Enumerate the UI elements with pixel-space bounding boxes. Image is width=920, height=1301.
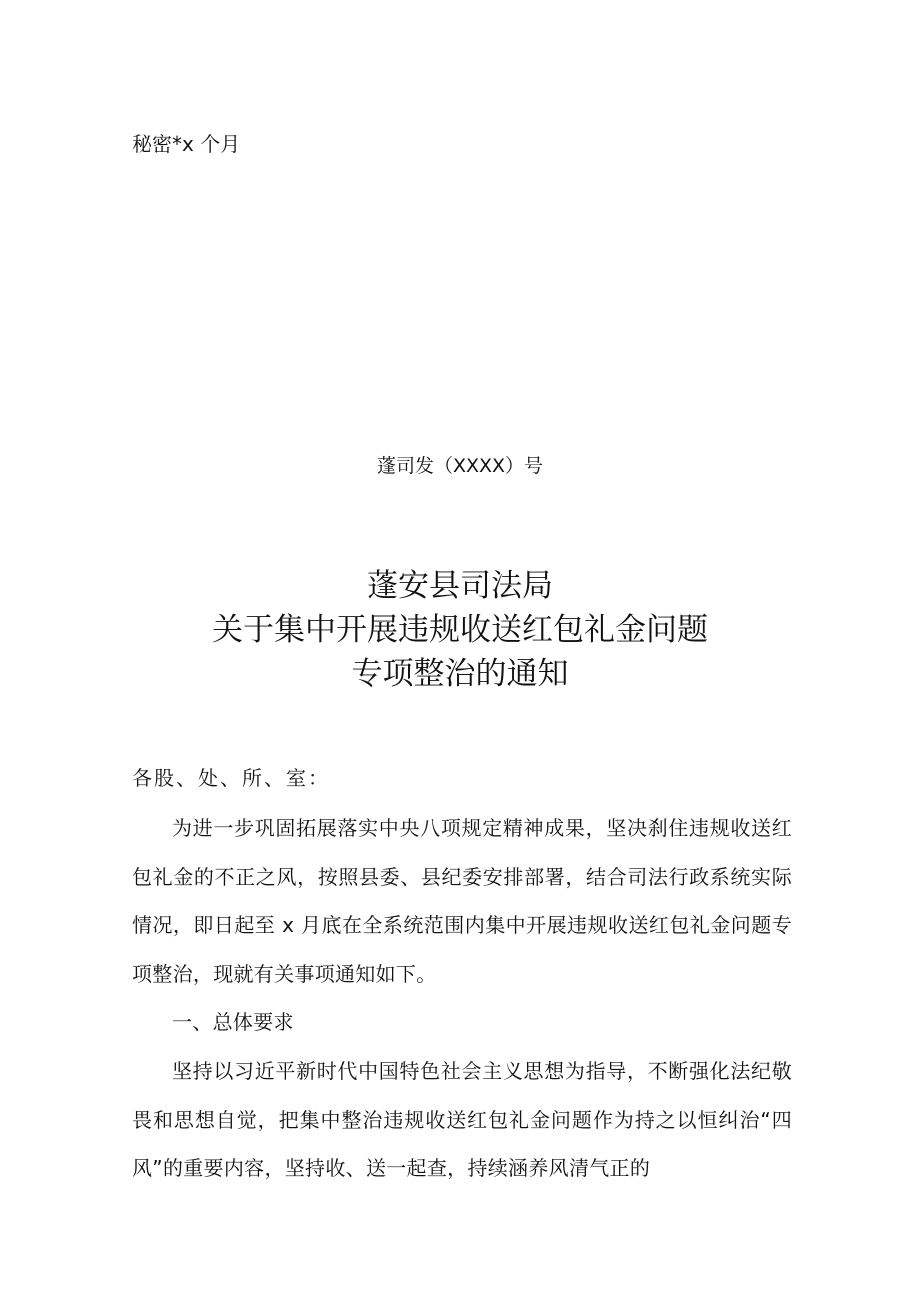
title-line-1: 蓬安县司法局 <box>367 568 553 604</box>
document-title <box>0 564 920 696</box>
classification-mark: 秘密*x 个月 <box>132 132 241 156</box>
document-number: 蓬司发（XXXX）号 <box>376 455 544 477</box>
body-text <box>132 804 792 1193</box>
body-paragraph: 为进一步巩固拓展落实中央八项规定精神成果，坚决刹住违规收送红包礼金的不正之风，按照县委、县纪委安排部署，结合司法行政系统实际情况，即日起至 x 月底在全系统范围内集中开展违规收送红包礼金问题专项整治，现就有关事项通知如下。 <box>132 816 792 986</box>
salutation: 各股、处、所、室： <box>132 766 330 790</box>
section-heading: 一、总体要求 <box>172 1010 294 1035</box>
body-paragraph: 坚持以习近平新时代中国特色社会主义思想为指导，不断强化法纪敬畏和思想自觉，把集中整治违规收送红包礼金问题作为持之以恒纠治“四风”的重要内容，坚持收、送一起查，持续涵养风清气正的 <box>132 1058 792 1181</box>
title-line-3: 专项整治的通知 <box>351 656 569 692</box>
title-line-2: 关于集中开展违规收送红包礼金问题 <box>212 612 708 648</box>
